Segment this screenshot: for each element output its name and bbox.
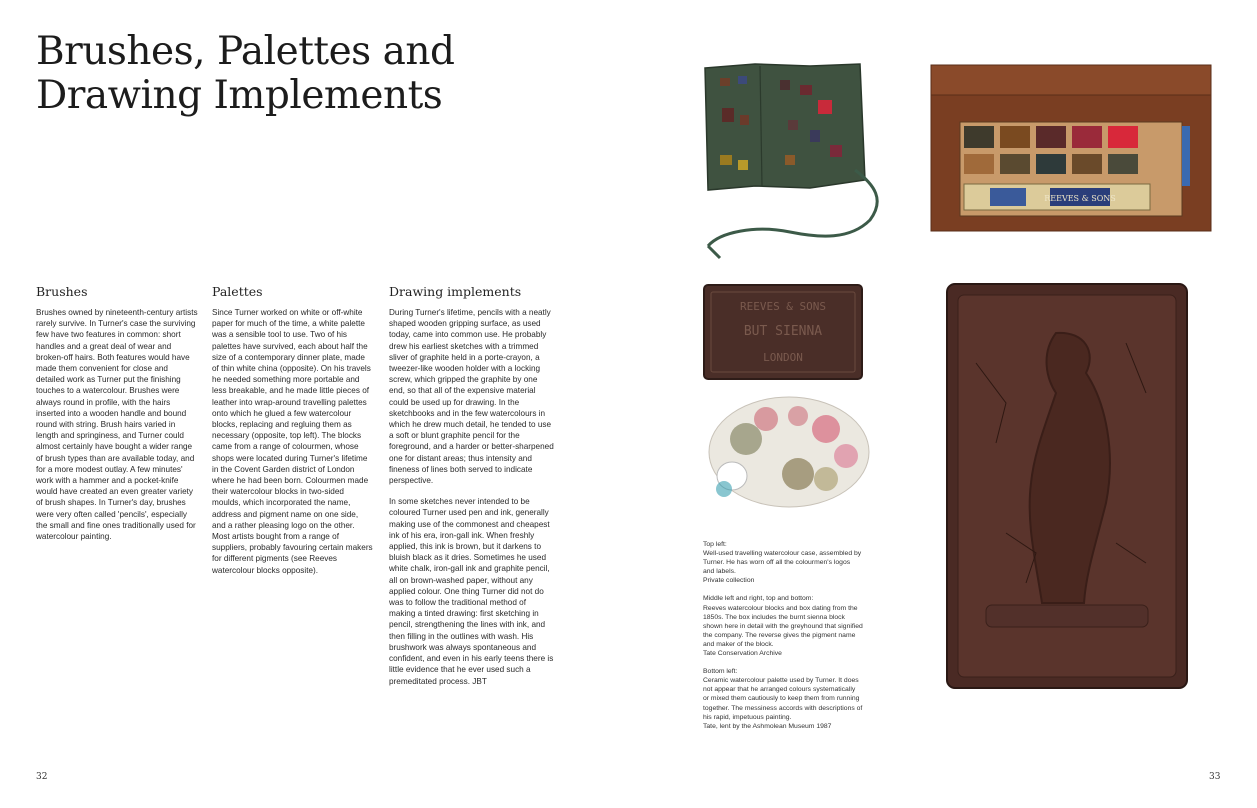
caption-middle [703, 594, 863, 658]
page-number-left: 32 [36, 772, 48, 782]
caption-label: Middle left and right, top and bottom: [703, 595, 814, 603]
ceramic-palette-image [706, 394, 872, 510]
paragraph: During Turner's lifetime, pencils with a neatly shaped wooden gripping surface, as used today, came into common use. He probably drew his earliest sketches with a trimmed sliver of graphite held in a porte-crayon, a tweezer-like wooden holder with a locking screw, which gripped the graphite by one end, so that all of the expensive material could be used up for drawing. In the sketchbooks and in the few watercolours in which he drew much detail, he tended to use a soft or blunt graphite pencil for the foreground, and a harder or better-sharpened one for distant areas; thus intensity and fineness of lines both served to indicate perspective. [389, 308, 554, 486]
column-palettes [212, 284, 374, 586]
heading-drawing-implements: Drawing implements [389, 284, 522, 299]
block-text-line-2: BUT SIENNA [743, 324, 823, 339]
title-line-1: Brushes, Palettes and [36, 29, 455, 74]
heading-brushes: Brushes [36, 284, 88, 299]
caption-source: Tate Conservation Archive [703, 650, 782, 658]
paragraph: In some sketches never intended to be coloured Turner used pen and ink, generally making use of the commonest and cheapest ink of his era, iron-gall ink. When freshly applied, this ink is brown, but it darkens to bluish black as it dries. Sometimes he used white chalk, iron-gall ink and graphite pencil, all on brown-washed paper, without any applied colour. One thing Turner did not do was to follow the traditional method of making a tinted drawing: first sketching in pencil, strengthening the lines with ink, and then filling in the outlines with wash. His brushwork was always spontaneous and confident, and even in his early teens there is little evidence that he ever used such a premeditated process. JBT [389, 497, 554, 686]
box-label-text: REEVES & SONS [1044, 194, 1116, 203]
caption-text: Well-used travelling watercolour case, assembled by Turner. He has worn off all the colourmen's logos and labels. [703, 550, 862, 576]
reeves-watercolour-box-image [930, 64, 1212, 232]
caption-text: Ceramic watercolour palette used by Turner. It does not appear that he arranged colours systematically or mixed them cautiously to keep them from running together. The messiness accords with descriptions of his rapid, impetuous painting. [703, 677, 863, 721]
block-reverse-greyhound-image [946, 283, 1188, 689]
block-text-line-1: REEVES & SONS [739, 300, 827, 313]
travelling-watercolour-case-image [700, 60, 890, 265]
column-drawing-implements [389, 284, 554, 697]
image-captions [703, 540, 863, 740]
title-line-2: Drawing Implements [36, 73, 443, 118]
caption-label: Top left: [703, 541, 727, 548]
caption-source: Private collection [703, 577, 755, 585]
burnt-sienna-block-image [703, 284, 863, 380]
heading-palettes: Palettes [212, 284, 263, 299]
block-text-line-3: LONDON [763, 351, 803, 364]
page-number-right: 33 [1209, 772, 1221, 782]
caption-bottom-left [703, 667, 863, 731]
caption-top-left [703, 540, 863, 585]
paragraph: Since Turner worked on white or off-white paper for much of the time, a white palette was a sensible tool to use. Two of his palettes have survived, each about half the size of a contemporary dinner plate, made of thin white china (opposite). On his travels he needed something more portable and less breakable, and he made little pieces of leather into wrap-around travelling palettes onto which he glued a few watercolour blocks, replacing and regluing them as necessary (opposite, top left). The blocks came from a range of colourmen, whose shops were located during Turner's lifetime in the Covent Garden district of London where he had been born. Colourmen made their watercolour blocks in two-sided moulds, which incorporated the name, address and pigment name on one side, and a rather pleasing logo on the other. Most artists bought from a range of suppliers, probably favouring certain makers for different pigments (see Reeves watercolour blocks opposite). [212, 308, 373, 575]
caption-source: Tate, lent by the Ashmolean Museum 1987 [703, 722, 832, 730]
caption-text: Reeves watercolour blocks and box dating from the 1850s. The box includes the burnt sienna block shown here in detail with the greyhound that signified the company. The reverse gives the pigment name and maker of the block. [703, 604, 863, 648]
column-brushes [36, 284, 198, 552]
page-title [36, 30, 454, 118]
caption-label: Bottom left: [703, 668, 738, 676]
paragraph: Brushes owned by nineteenth-century artists rarely survive. In Turner's case the surviving few have two features in common: short handles and a great deal of wear and broken-off hairs. Both features would have made them convenient for close and detailed work as Turner put the finishing touches to a watercolour. Brushes were always round in profile, with the hairs inserted into a wooden handle and bound round with string. Brush hairs varied in length and springiness, and Turner could almost certainly have bought a wider range of brush types than are available today, and for a more modest outlay. A few minutes' work with a hammer and a pocket-knife would have created an even greater variety of brush shapes. In Turner's day, brushes were very often called 'pencils', especially the small and fine ones traditionally used for watercolour painting. [36, 308, 198, 542]
